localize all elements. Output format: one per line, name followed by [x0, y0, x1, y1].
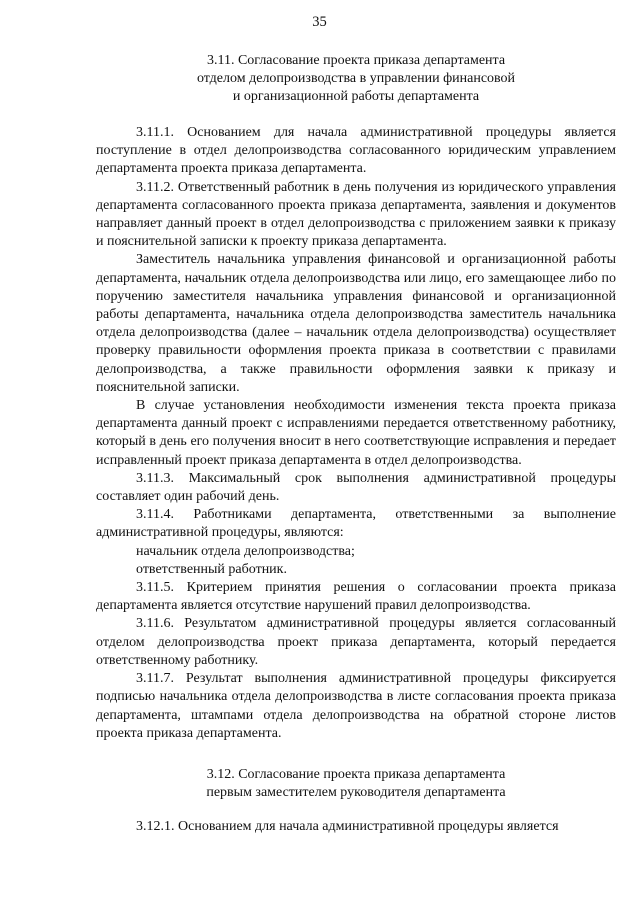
- paragraph-3-12-1: 3.12.1. Основанием для начала административной процедуры является: [136, 819, 559, 834]
- paragraph-3-11-6: 3.11.6. Результатом административной процедуры является согласованный отделом делопроизводства проект приказа департамента, который передается ответственному работнику.: [96, 616, 616, 668]
- section-body-3-12: [96, 818, 616, 836]
- heading-line: первым заместителем руководителя департамента: [206, 785, 506, 800]
- heading-line: 3.12. Согласование проекта приказа департамента: [206, 767, 506, 782]
- heading-line: 3.11. Согласование проекта приказа департамента: [206, 53, 506, 68]
- paragraph-3-11-1: 3.11.1. Основанием для начала административной процедуры является поступление в отдел делопроизводства согласованного юридическим управлением департамента проекта приказа департамента.: [96, 125, 616, 177]
- paragraph-3-11-7: 3.11.7. Результат выполнения административной процедуры фиксируется подписью начальника отдела делопроизводства в листе согласования проекта приказа департамента, штампами отдела делопроизводства на обратной стороне листов проекта приказа департамента.: [96, 671, 616, 741]
- section-heading-3-12: [96, 766, 616, 802]
- paragraph-3-11-5: 3.11.5. Критерием принятия решения о согласовании проекта приказа департамента является отсутствие нарушений правил делопроизводства.: [96, 580, 616, 614]
- section-body-3-11: [96, 124, 616, 743]
- list-item: начальник отдела делопроизводства;: [136, 543, 355, 559]
- section-heading-3-11: [96, 52, 616, 106]
- paragraph-3-11-3: 3.11.3. Максимальный срок выполнения административной процедуры составляет один рабочий день.: [96, 470, 616, 505]
- paragraph-corrections: В случае установления необходимости изменения текста проекта приказа департамента данный проект с исправлениями передается ответственному работнику, который в день его получения вносит в него соответствующие исправления и передает исправленный проект приказа департамента в отдел делопроизводства.: [96, 398, 616, 468]
- list-item: ответственный работник.: [136, 561, 287, 577]
- heading-line: отделом делопроизводства в управлении финансовой: [196, 71, 516, 86]
- paragraph-3-11-2: 3.11.2. Ответственный работник в день получения из юридического управления департамента согласованного проекта приказа департамента, заявления и документов направляет данный проект в отдел делопроизводства с приложением заявки к приказу и пояснительной записки к проекту приказа департамента.: [96, 179, 616, 250]
- paragraph-3-11-4: 3.11.4. Работниками департамента, ответственными за выполнение административной процедуры, являются:: [96, 507, 616, 541]
- heading-line: и организационной работы департамента: [232, 89, 480, 104]
- paragraph-deputy-check: Заместитель начальника управления финансовой и организационной работы департамента, начальник отдела делопроизводства или лицо, его замещающее либо по поручению заместителя начальника управления финансовой и организационной работы департамента, начальника отдела делопроизводства заместитель начальника отдела делопроизводства (далее – начальник отдела делопроизводства) осуществляет проверку правильности оформления проекта приказа в соответствии с правилами делопроизводства, а также правильности оформления заявки к приказу и пояснительной записки.: [96, 252, 616, 395]
- page-number: 35: [312, 14, 327, 30]
